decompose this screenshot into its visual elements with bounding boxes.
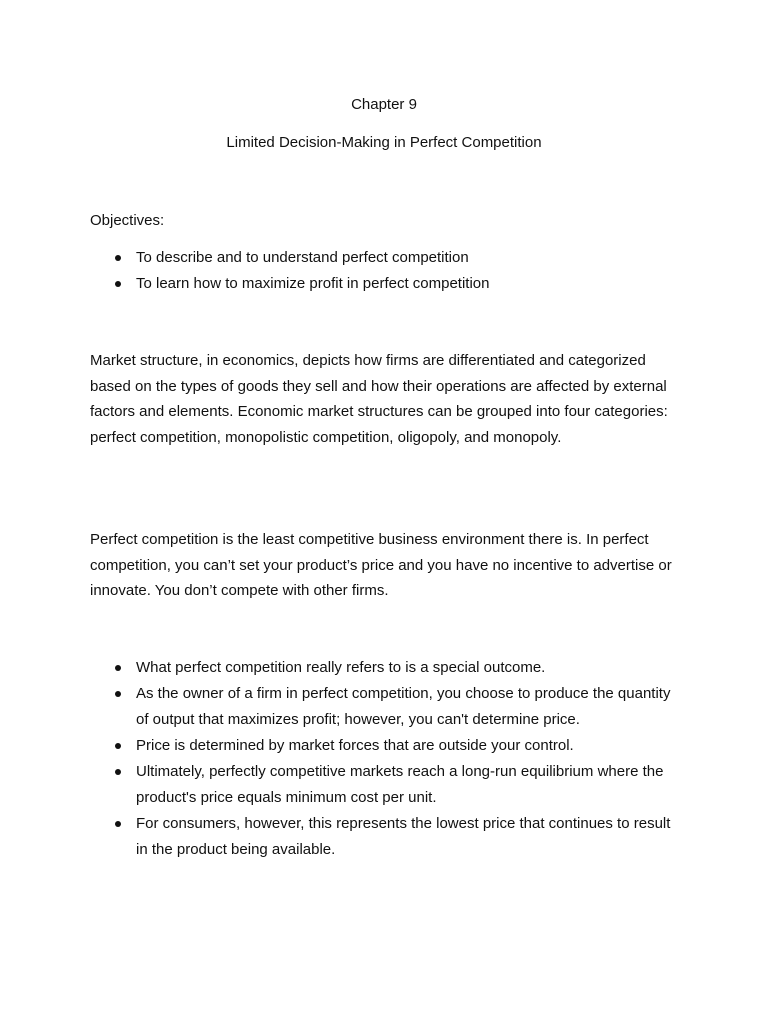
key-point-item: For consumers, however, this represents the lowest price that continues to result in the product being available.: [114, 811, 684, 863]
key-points-list: [114, 655, 684, 863]
key-point-item: Price is determined by market forces that are outside your control.: [114, 733, 684, 759]
document-title: Limited Decision-Making in Perfect Competition: [226, 134, 542, 151]
key-point-item: Ultimately, perfectly competitive markets reach a long-run equilibrium where the product's price equals minimum cost per unit.: [114, 759, 684, 811]
objective-item: To learn how to maximize profit in perfect competition: [114, 271, 684, 297]
objectives-heading: Objectives:: [90, 212, 165, 229]
paragraph-perfect-competition: Perfect competition is the least competitive business environment there is. In perfect competition, you can’t set your product’s price and you have no incentive to advertise or innovate. You don’t compete with other firms.: [90, 531, 672, 600]
objective-item: To describe and to understand perfect competition: [114, 245, 684, 271]
objectives-list: [114, 245, 684, 297]
paragraph-market-structure: Market structure, in economics, depicts how firms are differentiated and categorized based on the types of goods they sell and how their operations are affected by external factors and elements. Economic market structures can be grouped into four categories: perfect competition, monopolistic competition, oligopoly, and monopoly.: [90, 352, 668, 446]
key-point-item: What perfect competition really refers to is a special outcome.: [114, 655, 684, 681]
chapter-heading: Chapter 9: [351, 96, 417, 113]
key-point-item: As the owner of a firm in perfect competition, you choose to produce the quantity of output that maximizes profit; however, you can't determine price.: [114, 681, 684, 733]
